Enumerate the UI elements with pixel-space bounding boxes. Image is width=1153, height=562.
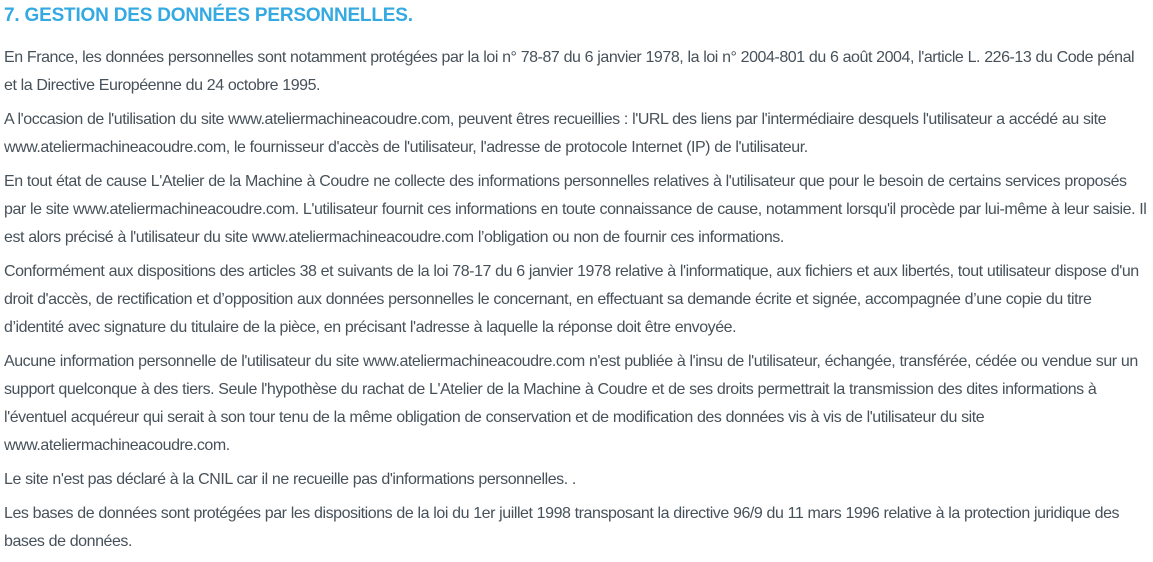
paragraph-data-collected: A l'occasion de l'utilisation du site www.ateliermachineacoudre.com, peuvent êtres recueillies : l'URL des liens par l'intermédiaire desquels l'utilisateur a accédé au site www.ateliermachineacoudre.com, le fournisseur d'accès de l'utilisateur, l'adresse de protocole Internet (IP) de l'utilisateur. <box>4 111 1107 156</box>
paragraph-database-protection: Les bases de données sont protégées par les dispositions de la loi du 1er juillet 1998 transposant la directive 96/9 du 11 mars 1996 relative à la protection juridique des bases de données. <box>4 505 1120 550</box>
paragraph-user-rights: Conformément aux dispositions des articles 38 et suivants de la loi 78-17 du 6 janvier 1978 relative à l'informatique, aux fichiers et aux libertés, tout utilisateur dispose d'un droit d'accès, de rectification et d’opposition aux données personnelles le concernant, en effectuant sa demande écrite et signée, accompagnée d’une copie du titre d’identité avec signature du titulaire de la pièce, en précisant l'adresse à laquelle la réponse doit être envoyée. <box>4 263 1139 336</box>
paragraph-cnil-declaration: Le site n'est pas déclaré à la CNIL car il ne recueille pas d'informations personnelles. . <box>4 471 576 488</box>
paragraph-laws-protection: En France, les données personnelles sont notamment protégées par la loi n° 78-87 du 6 janvier 1978, la loi n° 2004-801 du 6 août 2004, l'article L. 226-13 du Code pénal et la Directive Européenne du 24 octobre 1995. <box>4 49 1135 94</box>
paragraph-no-disclosure: Aucune information personnelle de l'utilisateur du site www.ateliermachineacoudre.com n'est publiée à l'insu de l'utilisateur, échangée, transférée, cédée ou vendue sur un support quelconque à des tiers. Seule l'hypothèse du rachat de L'Atelier de la Machine à Coudre et de ses droits permettrait la transmission des dites informations à l'éventuel acquéreur qui serait à son tour tenu de la même obligation de conservation et de modification des données vis à vis de l'utilisateur du site www.ateliermachineacoudre.com. <box>4 353 1138 454</box>
paragraph-collection-purpose: En tout état de cause L'Atelier de la Machine à Coudre ne collecte des informations personnelles relatives à l'utilisateur que pour le besoin de certains services proposés par le site www.ateliermachineacoudre.com. L'utilisateur fournit ces informations en toute connaissance de cause, notamment lorsqu'il procède par lui-même à leur saisie. Il est alors précisé à l'utilisateur du site www.ateliermachineacoudre.com l’obligation ou non de fournir ces informations. <box>4 173 1147 246</box>
section-heading: 7. GESTION DES DONNÉES PERSONNELLES. <box>4 5 413 26</box>
